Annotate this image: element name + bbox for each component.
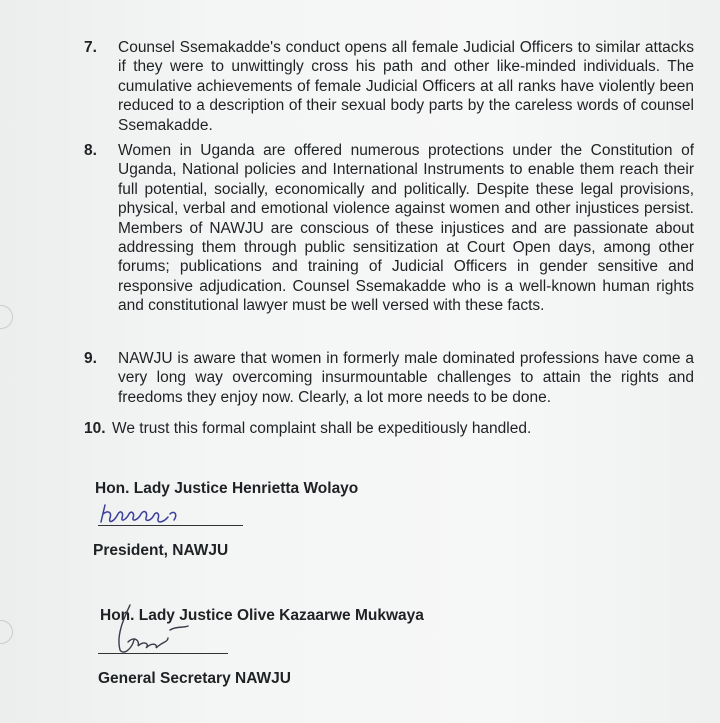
signatory-title: President, NAWJU: [93, 542, 229, 559]
paragraph-text: Women in Uganda are offered numerous protections under the Constitution of Uganda, National policies and International Instruments to enable them reach their full potential, socially, economically and politically. Despite these legal provisions, physical, verbal and emotional violence against women and other injustices persist. Members of NAWJU are conscious of these injustices and are passionate about addressing them through public sensitization at Court Open days, among other forums; publications and training of Judicial Officers in gender sensitive and responsive adjudication. Counsel Ssemakadde who is a well-known human rights and constitutional lawyer must be well versed with these facts.: [118, 142, 694, 315]
paragraph-8: [84, 141, 694, 316]
paragraph-10: [84, 419, 694, 438]
paragraph-number: 9.: [84, 350, 97, 367]
signature-image: [110, 600, 200, 660]
paragraph-text: Counsel Ssemakadde's conduct opens all female Judicial Officers to similar attacks if they were to unwittingly cross his path and other like-minded individuals. The cumulative achievements of female Judicial Officers at all ranks have violently been reduced to a description of their sexual body parts by the careless words of counsel Ssemakadde.: [118, 39, 694, 134]
paragraph-number: 8.: [84, 142, 97, 159]
paragraph-number: 10.: [84, 420, 106, 437]
signature-line: [98, 653, 228, 654]
signatory-name: Hon. Lady Justice Olive Kazaarwe Mukwaya: [100, 607, 424, 624]
signatory-title: General Secretary NAWJU: [98, 670, 291, 687]
hole-punch-mark: [0, 620, 13, 644]
paragraph-text: NAWJU is aware that women in formerly male dominated professions have come a very long way overcoming insurmountable challenges to attain the rights and freedoms they enjoy now. Clearly, a lot more needs to be done.: [118, 350, 694, 406]
signature-line: [98, 525, 243, 526]
paragraph-9: [84, 349, 694, 407]
hole-punch-mark: [0, 305, 13, 329]
signatory-name: Hon. Lady Justice Henrietta Wolayo: [95, 480, 359, 497]
paragraph-text: We trust this formal complaint shall be expeditiously handled.: [112, 420, 532, 437]
paragraph-number: 7.: [84, 39, 97, 56]
paragraph-7: [84, 38, 694, 135]
